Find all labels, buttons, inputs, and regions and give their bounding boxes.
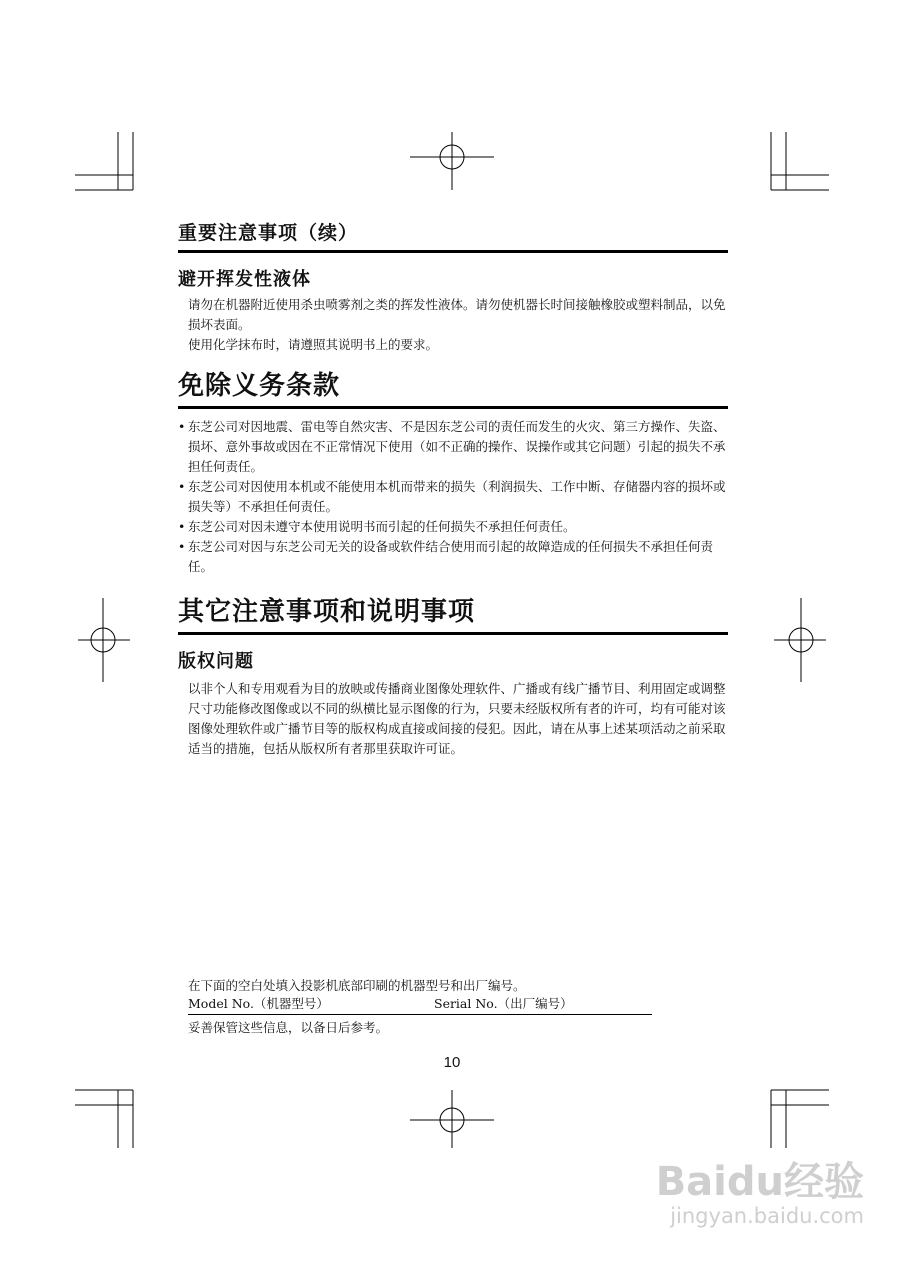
volatile-liquids-heading: 避开挥发性液体 xyxy=(178,269,311,290)
list-item-text: 东芝公司对因未遵守本使用说明书而引起的任何损失不承担任何责任。 xyxy=(188,519,576,534)
serial-fill-line xyxy=(188,995,652,1015)
list-item-text: 东芝公司对因地震、雷电等自然灾害、不是因东芝公司的责任而发生的火灾、第三方操作、失盗、损坏、意外事故或因在不正常情况下使用（如不正确的操作、误操作或其它问题）引起的损失不承担任何责任。 xyxy=(188,419,726,474)
model-number-label: Model No.（机器型号） xyxy=(188,996,329,1011)
keep-info-note: 妥善保管这些信息，以备日后参考。 xyxy=(188,1020,389,1035)
copyright-heading: 版权问题 xyxy=(178,651,254,672)
watermark-url: jingyan.baidu.com xyxy=(670,1204,864,1228)
page-content xyxy=(178,218,728,759)
bullet: • xyxy=(178,479,186,494)
baidu-watermark xyxy=(656,1160,864,1228)
list-item xyxy=(178,477,728,517)
list-item xyxy=(178,537,728,577)
bullet: • xyxy=(178,419,186,434)
paragraph: 请勿在机器附近使用杀虫喷雾剂之类的挥发性液体。请勿使机器长时间接触橡胶或塑料制品，以免损坏表面。 xyxy=(188,297,726,332)
serial-record-box xyxy=(188,977,652,1037)
bullet: • xyxy=(178,519,186,534)
disclaimer-heading: 免除义务条款 xyxy=(178,365,728,409)
page-number: 10 xyxy=(443,1054,461,1071)
serial-number-label: Serial No.（出厂编号） xyxy=(434,996,573,1011)
continued-section-heading: 重要注意事项（续） xyxy=(178,218,728,253)
other-notes-heading: 其它注意事项和说明事项 xyxy=(178,591,728,635)
volatile-liquids-body xyxy=(178,295,728,355)
copyright-paragraph: 以非个人和专用观看为目的放映或传播商业图像处理软件、广播或有线广播节目、利用固定或调整尺寸功能修改图像或以不同的纵横比显示图像的行为，只要未经版权所有者的许可，均有可能对该图像处理软件或广播节目等的版权构成直接或间接的侵犯。因此，请在从事上述某项活动之前采取适当的措施，包括从版权所有者那里获取许可证。 xyxy=(188,681,726,756)
bullet: • xyxy=(178,539,186,554)
serial-instruction: 在下面的空白处填入投影机底部印刷的机器型号和出厂编号。 xyxy=(188,978,526,993)
paragraph: 使用化学抹布时，请遵照其说明书上的要求。 xyxy=(188,337,439,352)
list-item-text: 东芝公司对因使用本机或不能使用本机而带来的损失（利润损失、工作中断、存储器内容的损坏或损失等）不承担任何责任。 xyxy=(188,479,726,514)
watermark-brand: Baidu经验 xyxy=(655,1159,864,1205)
list-item-text: 东芝公司对因与东芝公司无关的设备或软件结合使用而引起的故障造成的任何损失不承担任何责任。 xyxy=(188,539,714,574)
list-item xyxy=(178,417,728,477)
disclaimer-list xyxy=(178,417,728,577)
list-item xyxy=(178,517,728,537)
